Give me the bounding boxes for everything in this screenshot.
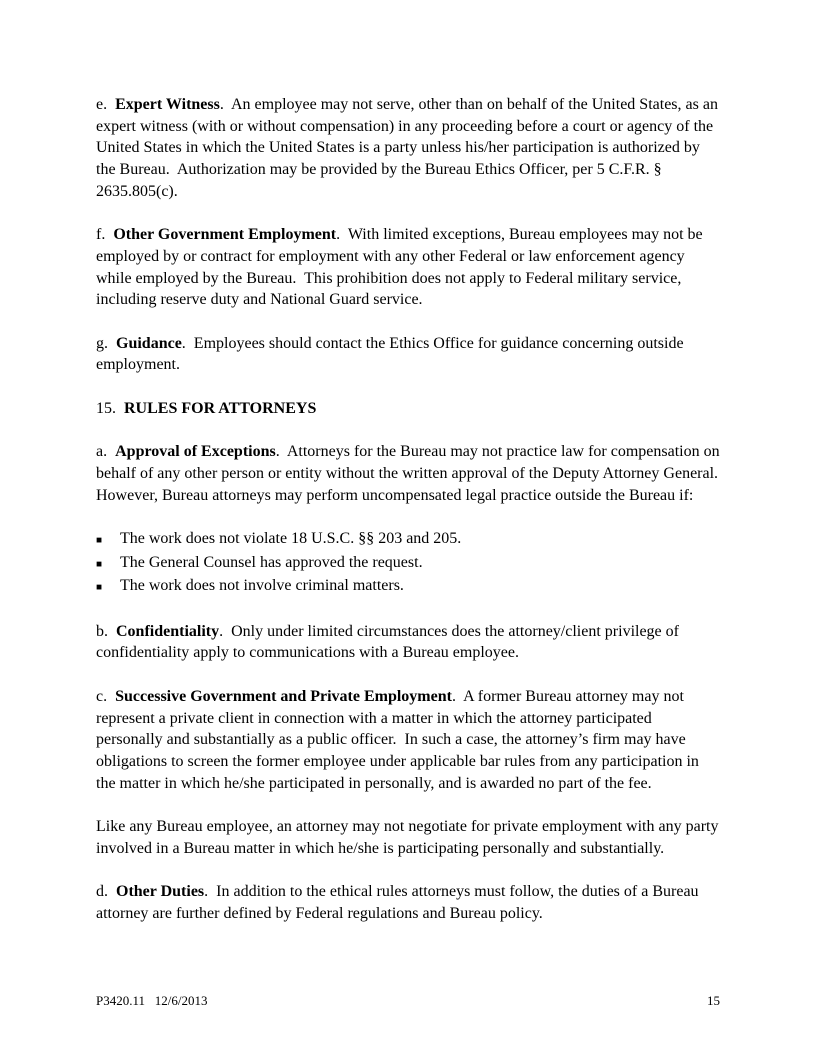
square-bullet-icon: ■: [96, 534, 103, 546]
heading-number: 15.: [96, 399, 124, 417]
item-term: Successive Government and Private Employment: [115, 687, 452, 705]
document-number-and-date: P3420.11 12/6/2013: [96, 993, 208, 1008]
item-term: Other Government Employment: [113, 226, 337, 244]
section-f-other-government-employment: [96, 224, 720, 311]
item-term: Confidentiality: [116, 622, 220, 640]
document-body: [96, 94, 727, 946]
item-label: b.: [96, 622, 116, 640]
item-text: . A former Bureau attorney may not represent a private client in connection with a matter in which the attorney participated personally and substantially as a public officer. In such a case, the attorney’s firm may have obligations to screen the former employee under applicable bar rules from any participation in the matter in which he/she participated in personally, and is awarded no part of the fee.: [96, 687, 703, 792]
item-text: Like any Bureau employee, an attorney may not negotiate for private employment with any party involved in a Bureau matter in which he/she is participating personally and substantially.: [96, 818, 723, 857]
item-term: Approval of Exceptions: [115, 443, 276, 461]
heading-title: RULES FOR ATTORNEYS: [124, 399, 317, 417]
item-label: e.: [96, 96, 116, 113]
page-number: 15: [707, 993, 720, 1008]
list-item-text: The General Counsel has approved the request.: [120, 553, 423, 571]
item-text: . Only under limited circumstances does the attorney/client privilege of confidentiality apply to communications with a Bureau employee.: [96, 622, 683, 662]
item-term: Guidance: [116, 334, 182, 352]
item-text: . Employees should contact the Ethics Office for guidance concerning outside employment.: [96, 334, 688, 374]
square-bullet-icon: ■: [96, 558, 103, 570]
item-text: . In addition to the ethical rules attorneys must follow, the duties of a Bureau attorney are further defined by Federal regulations and Bureau policy.: [96, 883, 703, 922]
page-footer: [96, 993, 720, 1008]
item-text: . With limited exceptions, Bureau employees may not be employed by or contract for employment with any other Federal or law enforcement agency while employed by the Bureau. This prohibition does not apply to Federal military service, including reserve duty and National Guard service.: [96, 226, 707, 309]
item-term: Expert Witness: [115, 96, 220, 113]
item-label: a.: [96, 443, 116, 461]
item-label: c.: [96, 687, 116, 705]
item-term: Other Duties: [116, 883, 205, 901]
section-e-expert-witness: [96, 94, 720, 203]
paragraph-negotiation-restriction: [96, 816, 723, 859]
attorney-conditions-list: [96, 528, 720, 599]
square-bullet-icon: ■: [96, 582, 103, 594]
item-text: . Attorneys for the Bureau may not practice law for compensation on behalf of any other person or entity without the written approval of the Deputy Attorney General. However, Bureau attorneys may perform uncompensated legal practice outside the Bureau if:: [96, 443, 727, 504]
list-item-text: The work does not violate 18 U.S.C. §§ 203 and 205.: [120, 529, 462, 547]
list-item-text: The work does not involve criminal matters.: [120, 577, 404, 595]
item-label: f.: [96, 226, 114, 244]
list-item: [96, 575, 720, 599]
item-label: g.: [96, 334, 116, 352]
item-text: . An employee may not serve, other than on behalf of the United States, as an expert witness (with or without compensation) in any proceeding before a court or agency of the United States in which the United States is a party unless his/her participation is authorized by the Bureau. Authorization may be provided by the Bureau Ethics Officer, per 5 C.F.R. § 2635.805(c).: [96, 96, 722, 200]
list-item: [96, 528, 720, 552]
item-label: d.: [96, 883, 116, 901]
list-item: [96, 552, 720, 576]
section-c-successive-employment: [96, 686, 720, 795]
section-b-confidentiality: [96, 621, 720, 664]
section-a-approval-of-exceptions: [96, 441, 727, 506]
section-d-other-duties: [96, 881, 720, 924]
section-heading-rules-for-attorneys: [96, 398, 720, 420]
section-g-guidance: [96, 333, 720, 376]
